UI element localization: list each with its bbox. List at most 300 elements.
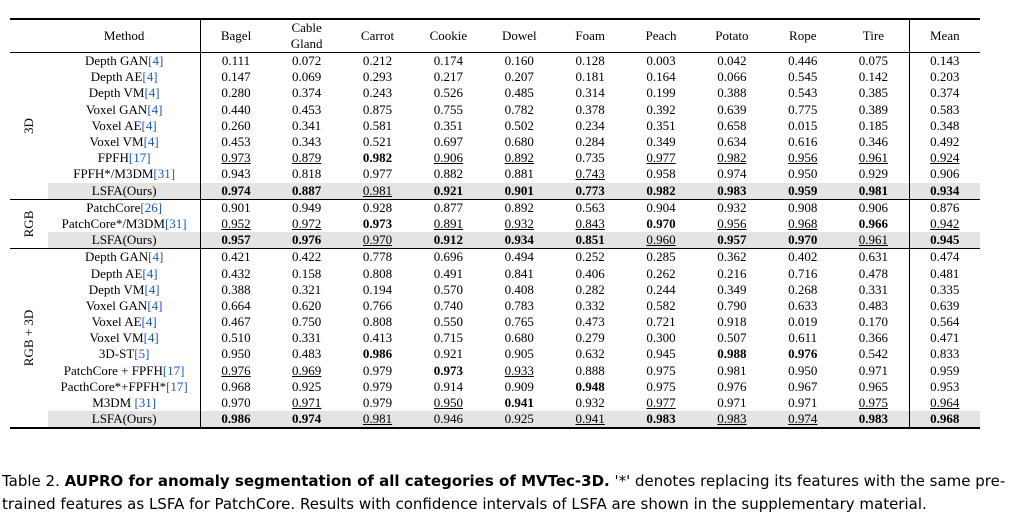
metric-value: 0.502 bbox=[504, 117, 534, 133]
value-cell bbox=[838, 330, 909, 346]
value-cell bbox=[200, 298, 271, 314]
method-name: Depth AE bbox=[90, 265, 143, 281]
metric-value: 0.851 bbox=[575, 232, 605, 248]
value-cell bbox=[909, 265, 980, 281]
metric-value: 0.279 bbox=[575, 330, 605, 346]
value-cell bbox=[696, 379, 767, 395]
metric-value: 0.696 bbox=[433, 249, 464, 265]
value-cell bbox=[413, 134, 484, 150]
metric-value: 0.611 bbox=[788, 330, 818, 346]
metric-value: 0.946 bbox=[433, 411, 464, 427]
value-cell bbox=[626, 363, 697, 379]
header-bagel: Bagel bbox=[200, 19, 271, 53]
value-cell bbox=[200, 216, 271, 232]
value-cell bbox=[767, 395, 838, 411]
citation-link[interactable]: [4] bbox=[143, 134, 159, 150]
value-cell bbox=[909, 232, 980, 249]
header-group-spacer bbox=[10, 19, 48, 53]
value-cell bbox=[767, 118, 838, 134]
metric-value: 0.945 bbox=[646, 346, 676, 362]
value-cell bbox=[626, 232, 697, 249]
value-cell bbox=[484, 134, 555, 150]
value-cell bbox=[767, 282, 838, 298]
value-cell bbox=[271, 395, 342, 411]
metric-value: 0.887 bbox=[292, 182, 322, 198]
value-cell bbox=[484, 118, 555, 134]
table-header bbox=[10, 19, 980, 53]
metric-value: 0.879 bbox=[292, 150, 322, 166]
value-cell bbox=[838, 85, 909, 101]
citation-link[interactable]: [4] bbox=[141, 117, 157, 133]
metric-value: 0.243 bbox=[362, 85, 393, 101]
metric-value: 0.389 bbox=[858, 101, 889, 117]
value-cell bbox=[696, 249, 767, 266]
citation-link[interactable]: [5] bbox=[134, 346, 150, 362]
table-row bbox=[10, 249, 980, 266]
table-row bbox=[10, 298, 980, 314]
citation-link[interactable]: [31] bbox=[164, 215, 187, 231]
method-cell bbox=[48, 363, 200, 379]
value-cell bbox=[767, 363, 838, 379]
method-cell bbox=[48, 330, 200, 346]
metric-value: 0.680 bbox=[504, 134, 534, 150]
value-cell bbox=[838, 134, 909, 150]
value-cell bbox=[484, 102, 555, 118]
metric-value: 0.143 bbox=[930, 53, 960, 69]
value-cell bbox=[626, 102, 697, 118]
value-cell bbox=[200, 69, 271, 85]
method-cell bbox=[48, 166, 200, 182]
caption-prefix: Table 2. bbox=[2, 472, 65, 490]
header-cable-gland: Cable Gland bbox=[290, 20, 323, 51]
value-cell bbox=[484, 363, 555, 379]
method-cell bbox=[48, 85, 200, 101]
metric-value: 0.979 bbox=[362, 378, 393, 394]
metric-value: 0.521 bbox=[362, 134, 393, 150]
metric-value: 0.543 bbox=[788, 85, 818, 101]
metric-value: 0.973 bbox=[433, 362, 464, 378]
method-name: PatchCore + FPFH bbox=[63, 362, 163, 378]
metric-value: 0.970 bbox=[221, 395, 251, 411]
metric-value: 0.471 bbox=[930, 330, 960, 346]
value-cell bbox=[909, 199, 980, 216]
metric-value: 0.971 bbox=[858, 362, 889, 378]
metric-value: 0.280 bbox=[221, 85, 251, 101]
value-cell bbox=[838, 282, 909, 298]
table-row bbox=[10, 118, 980, 134]
metric-value: 0.959 bbox=[788, 182, 818, 198]
citation-link[interactable]: [31] bbox=[153, 166, 176, 182]
metric-value: 0.697 bbox=[433, 134, 464, 150]
metric-value: 0.388 bbox=[717, 85, 747, 101]
metric-value: 0.970 bbox=[788, 232, 818, 248]
metric-value: 0.843 bbox=[575, 215, 605, 231]
metric-value: 0.976 bbox=[221, 362, 251, 378]
value-cell bbox=[271, 53, 342, 70]
method-name: LSFA(Ours) bbox=[91, 411, 157, 427]
metric-value: 0.974 bbox=[788, 411, 818, 427]
metric-value: 0.453 bbox=[292, 101, 322, 117]
citation-link[interactable]: [17] bbox=[166, 378, 188, 394]
metric-value: 0.351 bbox=[433, 117, 464, 133]
metric-value: 0.421 bbox=[221, 249, 251, 265]
metric-value: 0.432 bbox=[221, 265, 251, 281]
metric-value: 0.755 bbox=[433, 101, 464, 117]
metric-value: 0.983 bbox=[717, 411, 747, 427]
metric-value: 0.620 bbox=[292, 297, 322, 313]
metric-value: 0.818 bbox=[292, 166, 322, 182]
metric-value: 0.392 bbox=[646, 101, 676, 117]
section-label-text: RGB bbox=[21, 210, 37, 238]
metric-value: 0.735 bbox=[575, 150, 605, 166]
metric-value: 0.366 bbox=[858, 330, 889, 346]
citation-link[interactable]: [26] bbox=[140, 199, 163, 215]
value-cell bbox=[271, 363, 342, 379]
metric-value: 0.808 bbox=[362, 314, 393, 330]
value-cell bbox=[696, 411, 767, 428]
value-cell bbox=[413, 379, 484, 395]
header-rope: Rope bbox=[789, 28, 817, 43]
header-tire: Tire bbox=[862, 28, 884, 43]
value-cell bbox=[342, 216, 413, 232]
metric-value: 0.199 bbox=[646, 85, 676, 101]
metric-value: 0.981 bbox=[362, 411, 393, 427]
metric-value: 0.453 bbox=[221, 134, 251, 150]
metric-value: 0.971 bbox=[788, 395, 818, 411]
value-cell bbox=[200, 330, 271, 346]
metric-value: 0.921 bbox=[433, 182, 464, 198]
metric-value: 0.570 bbox=[433, 281, 464, 297]
metric-value: 0.388 bbox=[221, 281, 251, 297]
metric-value: 0.550 bbox=[433, 314, 464, 330]
metric-value: 0.977 bbox=[362, 166, 393, 182]
citation-link[interactable]: [4] bbox=[147, 101, 163, 117]
metric-value: 0.976 bbox=[717, 378, 747, 394]
value-cell bbox=[413, 346, 484, 362]
metric-value: 0.181 bbox=[575, 69, 605, 85]
value-cell bbox=[696, 346, 767, 362]
citation-link[interactable]: [4] bbox=[141, 314, 157, 330]
metric-value: 0.321 bbox=[292, 281, 322, 297]
metric-value: 0.957 bbox=[717, 232, 747, 248]
metric-value: 0.631 bbox=[858, 249, 889, 265]
table-row bbox=[10, 265, 980, 281]
value-cell bbox=[626, 118, 697, 134]
metric-value: 0.446 bbox=[788, 53, 818, 69]
value-cell bbox=[555, 69, 626, 85]
value-cell bbox=[555, 411, 626, 428]
metric-value: 0.346 bbox=[858, 134, 889, 150]
value-cell bbox=[413, 330, 484, 346]
header-dowel: Dowel bbox=[501, 28, 537, 43]
value-cell bbox=[200, 102, 271, 118]
table-row bbox=[10, 134, 980, 150]
value-cell bbox=[200, 265, 271, 281]
metric-value: 0.901 bbox=[221, 199, 251, 215]
citation-link[interactable]: [4] bbox=[147, 297, 163, 313]
method-cell bbox=[48, 379, 200, 395]
metric-value: 0.293 bbox=[362, 69, 393, 85]
value-cell bbox=[200, 379, 271, 395]
metric-value: 0.526 bbox=[433, 85, 464, 101]
metric-value: 0.775 bbox=[788, 101, 818, 117]
metric-value: 0.262 bbox=[646, 265, 676, 281]
value-cell bbox=[909, 282, 980, 298]
value-cell bbox=[696, 314, 767, 330]
metric-value: 0.983 bbox=[858, 411, 889, 427]
value-cell bbox=[909, 102, 980, 118]
metric-value: 0.918 bbox=[717, 314, 747, 330]
value-cell bbox=[767, 265, 838, 281]
method-name: Voxel AE bbox=[91, 117, 142, 133]
metric-value: 0.950 bbox=[433, 395, 464, 411]
citation-link[interactable]: [4] bbox=[148, 249, 164, 265]
value-cell bbox=[413, 216, 484, 232]
table-row bbox=[10, 395, 980, 411]
metric-value: 0.932 bbox=[504, 215, 534, 231]
value-cell bbox=[626, 379, 697, 395]
value-cell bbox=[271, 69, 342, 85]
metric-value: 0.971 bbox=[717, 395, 747, 411]
value-cell bbox=[484, 330, 555, 346]
value-cell bbox=[413, 265, 484, 281]
method-name: FPFH*/M3DM bbox=[73, 166, 154, 182]
table-row bbox=[10, 330, 980, 346]
metric-value: 0.217 bbox=[433, 69, 464, 85]
metric-value: 0.766 bbox=[362, 297, 393, 313]
method-cell bbox=[48, 183, 200, 200]
citation-link[interactable]: [4] bbox=[142, 265, 158, 281]
section-rgb bbox=[10, 199, 980, 249]
value-cell bbox=[767, 183, 838, 200]
value-cell bbox=[767, 411, 838, 428]
value-cell bbox=[555, 298, 626, 314]
value-cell bbox=[413, 232, 484, 249]
value-cell bbox=[271, 282, 342, 298]
metric-value: 0.385 bbox=[858, 85, 889, 101]
value-cell bbox=[696, 69, 767, 85]
value-cell bbox=[200, 346, 271, 362]
metric-value: 0.478 bbox=[858, 265, 889, 281]
value-cell bbox=[484, 379, 555, 395]
value-cell bbox=[555, 379, 626, 395]
metric-value: 0.042 bbox=[717, 53, 747, 69]
value-cell bbox=[342, 363, 413, 379]
value-cell bbox=[342, 249, 413, 266]
metric-value: 0.467 bbox=[221, 314, 251, 330]
metric-value: 0.285 bbox=[646, 249, 676, 265]
citation-link[interactable]: [4] bbox=[143, 330, 159, 346]
value-cell bbox=[200, 314, 271, 330]
metric-value: 0.965 bbox=[858, 378, 889, 394]
metric-value: 0.402 bbox=[788, 249, 818, 265]
value-cell bbox=[555, 265, 626, 281]
citation-link[interactable]: [17] bbox=[162, 362, 185, 378]
value-cell bbox=[484, 216, 555, 232]
value-cell bbox=[909, 249, 980, 266]
value-cell bbox=[626, 314, 697, 330]
value-cell bbox=[413, 314, 484, 330]
value-cell bbox=[413, 363, 484, 379]
table-row bbox=[10, 199, 980, 216]
value-cell bbox=[484, 282, 555, 298]
value-cell bbox=[413, 102, 484, 118]
metric-value: 0.778 bbox=[362, 249, 393, 265]
metric-value: 0.906 bbox=[433, 150, 464, 166]
header-potato: Potato bbox=[715, 28, 749, 43]
metric-value: 0.882 bbox=[433, 166, 464, 182]
value-cell bbox=[696, 118, 767, 134]
metric-value: 0.408 bbox=[504, 281, 534, 297]
metric-value: 0.982 bbox=[717, 150, 747, 166]
value-cell bbox=[696, 395, 767, 411]
metric-value: 0.969 bbox=[292, 362, 322, 378]
value-cell bbox=[838, 199, 909, 216]
value-cell bbox=[696, 150, 767, 166]
section-label-text: RGB + 3D bbox=[21, 310, 37, 367]
metric-value: 0.967 bbox=[788, 378, 818, 394]
value-cell bbox=[271, 85, 342, 101]
value-cell bbox=[271, 249, 342, 266]
metric-value: 0.510 bbox=[221, 330, 251, 346]
metric-value: 0.924 bbox=[930, 150, 960, 166]
value-cell bbox=[555, 134, 626, 150]
value-cell bbox=[696, 363, 767, 379]
results-table bbox=[10, 18, 980, 429]
value-cell bbox=[271, 102, 342, 118]
metric-value: 0.474 bbox=[930, 249, 960, 265]
metric-value: 0.542 bbox=[858, 346, 889, 362]
metric-value: 0.970 bbox=[362, 232, 393, 248]
metric-value: 0.633 bbox=[788, 297, 818, 313]
metric-value: 0.977 bbox=[646, 150, 676, 166]
metric-value: 0.632 bbox=[575, 346, 605, 362]
value-cell bbox=[696, 53, 767, 70]
method-cell bbox=[48, 249, 200, 266]
metric-value: 0.207 bbox=[504, 69, 534, 85]
metric-value: 0.616 bbox=[788, 134, 818, 150]
metric-value: 0.348 bbox=[930, 117, 960, 133]
metric-value: 0.783 bbox=[504, 297, 534, 313]
metric-value: 0.974 bbox=[292, 411, 322, 427]
value-cell bbox=[200, 118, 271, 134]
value-cell bbox=[696, 298, 767, 314]
value-cell bbox=[626, 150, 697, 166]
metric-value: 0.975 bbox=[646, 362, 676, 378]
metric-value: 0.582 bbox=[646, 297, 676, 313]
metric-value: 0.111 bbox=[221, 53, 251, 69]
metric-value: 0.790 bbox=[717, 297, 747, 313]
value-cell bbox=[271, 265, 342, 281]
value-cell bbox=[909, 69, 980, 85]
citation-link[interactable]: [4] bbox=[144, 85, 160, 101]
metric-value: 0.343 bbox=[292, 134, 322, 150]
value-cell bbox=[484, 265, 555, 281]
metric-value: 0.492 bbox=[930, 134, 960, 150]
table-row-ours bbox=[10, 232, 980, 249]
value-cell bbox=[767, 85, 838, 101]
value-cell bbox=[342, 134, 413, 150]
metric-value: 0.378 bbox=[575, 101, 605, 117]
section-label-text: 3D bbox=[21, 117, 37, 134]
metric-value: 0.941 bbox=[575, 411, 605, 427]
method-cell bbox=[48, 346, 200, 362]
metric-value: 0.349 bbox=[646, 134, 676, 150]
citation-link[interactable]: [4] bbox=[142, 69, 158, 85]
metric-value: 0.968 bbox=[930, 411, 960, 427]
header-foam: Foam bbox=[575, 28, 605, 43]
value-cell bbox=[909, 314, 980, 330]
metric-value: 0.185 bbox=[858, 117, 889, 133]
value-cell bbox=[413, 411, 484, 428]
value-cell bbox=[838, 395, 909, 411]
value-cell bbox=[484, 232, 555, 249]
value-cell bbox=[413, 118, 484, 134]
value-cell bbox=[271, 166, 342, 182]
value-cell bbox=[271, 216, 342, 232]
value-cell bbox=[271, 411, 342, 428]
metric-value: 0.174 bbox=[433, 53, 464, 69]
method-cell bbox=[48, 232, 200, 249]
citation-link[interactable]: [4] bbox=[144, 281, 160, 297]
value-cell bbox=[484, 298, 555, 314]
section-3d bbox=[10, 53, 980, 200]
metric-value: 0.970 bbox=[646, 215, 676, 231]
section-label bbox=[10, 249, 48, 429]
metric-value: 0.953 bbox=[930, 378, 960, 394]
method-name: Depth AE bbox=[90, 69, 143, 85]
value-cell bbox=[626, 183, 697, 200]
metric-value: 0.909 bbox=[504, 378, 534, 394]
value-cell bbox=[413, 199, 484, 216]
metric-value: 0.019 bbox=[788, 314, 818, 330]
value-cell bbox=[484, 166, 555, 182]
metric-value: 0.015 bbox=[788, 117, 818, 133]
metric-value: 0.639 bbox=[930, 297, 960, 313]
metric-value: 0.170 bbox=[858, 314, 889, 330]
value-cell bbox=[696, 134, 767, 150]
metric-value: 0.808 bbox=[362, 265, 393, 281]
metric-value: 0.950 bbox=[221, 346, 251, 362]
metric-value: 0.961 bbox=[858, 150, 889, 166]
metric-value: 0.934 bbox=[930, 182, 960, 198]
value-cell bbox=[696, 265, 767, 281]
metric-value: 0.929 bbox=[858, 166, 889, 182]
metric-value: 0.634 bbox=[717, 134, 747, 150]
citation-link[interactable]: [31] bbox=[134, 395, 157, 411]
metric-value: 0.194 bbox=[362, 281, 393, 297]
citation-link[interactable]: [4] bbox=[148, 53, 164, 69]
value-cell bbox=[767, 216, 838, 232]
metric-value: 0.563 bbox=[575, 199, 605, 215]
value-cell bbox=[342, 183, 413, 200]
metric-value: 0.957 bbox=[221, 232, 251, 248]
value-cell bbox=[767, 150, 838, 166]
metric-value: 0.949 bbox=[292, 199, 322, 215]
citation-link[interactable]: [17] bbox=[128, 150, 151, 166]
metric-value: 0.413 bbox=[362, 330, 393, 346]
value-cell bbox=[838, 118, 909, 134]
value-cell bbox=[767, 69, 838, 85]
header-carrot: Carrot bbox=[360, 28, 395, 43]
value-cell bbox=[909, 134, 980, 150]
metric-value: 0.349 bbox=[717, 281, 747, 297]
value-cell bbox=[342, 282, 413, 298]
metric-value: 0.284 bbox=[575, 134, 605, 150]
value-cell bbox=[271, 150, 342, 166]
value-cell bbox=[838, 69, 909, 85]
value-cell bbox=[838, 346, 909, 362]
